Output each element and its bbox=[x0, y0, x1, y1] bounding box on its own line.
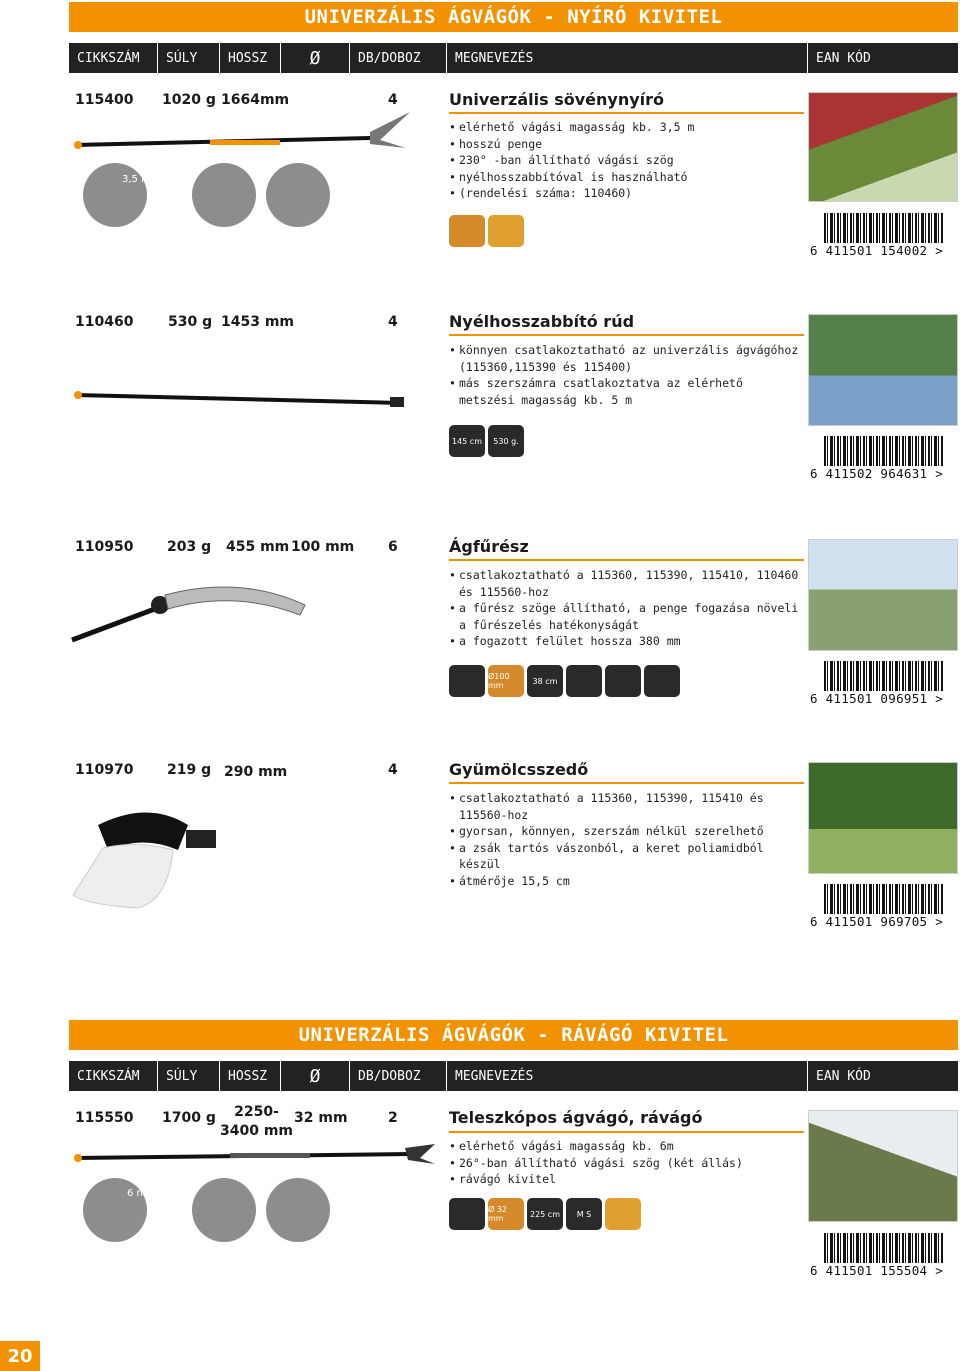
divider bbox=[449, 112, 804, 114]
tool-height-label: 6 m bbox=[127, 1188, 147, 1199]
weight-icon: 530 g. bbox=[488, 425, 524, 457]
col-db: DB/DOBOZ bbox=[358, 1068, 421, 1084]
length-icon: 225 cm bbox=[527, 1198, 563, 1230]
bush-icon bbox=[488, 215, 524, 247]
product-name: Teleszkópos ágvágó, rávágó bbox=[449, 1108, 703, 1127]
size-icon: M S bbox=[566, 1198, 602, 1230]
ean-code: 6 411501 155504 > bbox=[810, 1263, 944, 1278]
ean-barcode bbox=[810, 213, 958, 258]
usage-circle bbox=[266, 163, 330, 227]
col-ean: EAN KÓD bbox=[816, 1068, 871, 1084]
section-banner-nyiro bbox=[69, 2, 958, 32]
feature-icons bbox=[449, 215, 524, 247]
divider bbox=[449, 1131, 804, 1133]
product-code: 110950 bbox=[75, 539, 134, 555]
feature-item: • csatlakoztatható a 115360, 115390, 115410 és 115560-hoz bbox=[449, 790, 804, 823]
col-db: DB/DOBOZ bbox=[358, 50, 421, 66]
usage-circle bbox=[83, 163, 147, 227]
usage-circle bbox=[192, 163, 256, 227]
product-length: 1664mm bbox=[221, 92, 290, 108]
ean-barcode bbox=[810, 661, 958, 706]
section-banner-ravago bbox=[69, 1020, 958, 1050]
feature-item: • a fűrész szöge állítható, a penge fogazása növeli a fűrészelés hatékonyságát bbox=[449, 600, 804, 633]
product-code: 110970 bbox=[75, 762, 134, 778]
hedge-icon bbox=[449, 215, 485, 247]
tool-height-label: 3,5 m bbox=[122, 174, 151, 185]
barcode-bars bbox=[824, 884, 944, 914]
product-length: 290 mm bbox=[224, 764, 288, 780]
col-suly: SÚLY bbox=[166, 1068, 198, 1084]
feature-item: • 230° -ban állítható vágási szög bbox=[449, 152, 804, 169]
product-name: Nyélhosszabbító rúd bbox=[449, 312, 635, 331]
branch-icon bbox=[644, 665, 680, 697]
col-hossz: HOSSZ bbox=[228, 1068, 268, 1084]
ean-barcode bbox=[810, 884, 958, 929]
ean-barcode bbox=[810, 436, 958, 481]
col-hossz: HOSSZ bbox=[228, 50, 268, 66]
pruning-saw-image bbox=[70, 565, 310, 645]
barcode-bars bbox=[824, 436, 944, 466]
product-name: Univerzális sövénynyíró bbox=[449, 90, 665, 109]
feature-item: • nyélhosszabbítóval is használható bbox=[449, 169, 804, 186]
divider bbox=[449, 559, 804, 561]
product-db: 2 bbox=[388, 1110, 398, 1126]
product-diameter: 100 mm bbox=[291, 539, 355, 555]
product-db: 4 bbox=[388, 314, 398, 330]
product-weight: 1700 g bbox=[162, 1110, 216, 1126]
col-diameter: Ø bbox=[309, 47, 321, 69]
ean-barcode bbox=[810, 1233, 958, 1278]
feature-item: • elérhető vágási magasság kb. 6m bbox=[449, 1138, 804, 1155]
product-name: Gyümölcsszedő bbox=[449, 760, 589, 779]
col-diameter: Ø bbox=[309, 1065, 321, 1087]
col-megnevezes: MEGNEVEZÉS bbox=[455, 1068, 534, 1084]
page-number bbox=[0, 1341, 40, 1371]
fruit-picker-image bbox=[68, 800, 228, 910]
product-diameter: 32 mm bbox=[294, 1110, 348, 1126]
ean-code: 6 411501 969705 > bbox=[810, 914, 944, 929]
feature-item: • hosszú penge bbox=[449, 136, 804, 153]
product-name: Ágfűrész bbox=[449, 537, 529, 556]
ean-code: 6 411501 096951 > bbox=[810, 691, 944, 706]
feature-item: • átmérője 15,5 cm bbox=[449, 873, 804, 890]
feature-list bbox=[449, 119, 804, 202]
extension-pole-image bbox=[70, 385, 410, 415]
col-cikkszam: CIKKSZÁM bbox=[77, 50, 140, 66]
product-weight: 1020 g bbox=[162, 92, 216, 108]
product-code: 115400 bbox=[75, 92, 134, 108]
leaf-icon bbox=[605, 665, 641, 697]
col-megnevezes: MEGNEVEZÉS bbox=[455, 50, 534, 66]
usage-circle bbox=[192, 1178, 256, 1242]
ean-code: 6 411502 964631 > bbox=[810, 466, 944, 481]
divider bbox=[449, 334, 804, 336]
barcode-bars bbox=[824, 661, 944, 691]
table-header bbox=[69, 43, 958, 73]
feature-item: • gyorsan, könnyen, szerszám nélkül szerelhető bbox=[449, 823, 804, 840]
length-icon: 145 cm bbox=[449, 425, 485, 457]
col-cikkszam: CIKKSZÁM bbox=[77, 1068, 140, 1084]
feature-list bbox=[449, 1138, 804, 1188]
feature-item: • 26°-ban állítható vágási szög (két állás) bbox=[449, 1155, 804, 1172]
feature-item: • elérhető vágási magasság kb. 3,5 m bbox=[449, 119, 804, 136]
product-photo bbox=[808, 762, 958, 874]
product-photo bbox=[808, 539, 958, 651]
product-length: 2250- 3400 mm bbox=[220, 1104, 294, 1139]
product-db: 4 bbox=[388, 92, 398, 108]
feature-item: • a zsák tartós vászonból, a keret poliamidból készül bbox=[449, 840, 804, 873]
telescopic-lopper-image bbox=[70, 1140, 440, 1170]
barcode-bars bbox=[824, 1233, 944, 1263]
col-suly: SÚLY bbox=[166, 50, 198, 66]
bush-icon bbox=[605, 1198, 641, 1230]
col-ean: EAN KÓD bbox=[816, 50, 871, 66]
product-photo bbox=[808, 314, 958, 426]
feature-item: • csatlakoztatható a 115360, 115390, 115410, 110460 és 115560-hoz bbox=[449, 567, 804, 600]
product-code: 115550 bbox=[75, 1110, 134, 1126]
product-length: 455 mm bbox=[226, 539, 290, 555]
product-photo bbox=[808, 1110, 958, 1222]
product-db: 6 bbox=[388, 539, 398, 555]
feature-list bbox=[449, 567, 804, 650]
blade-length-icon: 38 cm bbox=[527, 665, 563, 697]
feature-list bbox=[449, 342, 804, 408]
section-title: UNIVERZÁLIS ÁGVÁGÓK - NYÍRÓ KIVITEL bbox=[304, 6, 723, 28]
saw-teeth-icon bbox=[449, 665, 485, 697]
product-code: 110460 bbox=[75, 314, 134, 330]
page-number-text: 20 bbox=[7, 1345, 33, 1367]
product-length: 1453 mm bbox=[221, 314, 295, 330]
feature-icons bbox=[449, 1198, 641, 1230]
branch-diameter-icon: Ø 32 mm bbox=[488, 1198, 524, 1230]
usage-circle bbox=[266, 1178, 330, 1242]
product-weight: 203 g bbox=[167, 539, 212, 555]
ean-code: 6 411501 154002 > bbox=[810, 243, 944, 258]
feature-icons bbox=[449, 665, 680, 697]
feature-item: • más szerszámra csatlakoztatva az elérhető metszési magasság kb. 5 m bbox=[449, 375, 804, 408]
tree-icon bbox=[566, 665, 602, 697]
feature-item: • (rendelési száma: 110460) bbox=[449, 185, 804, 202]
product-db: 4 bbox=[388, 762, 398, 778]
section-title: UNIVERZÁLIS ÁGVÁGÓK - RÁVÁGÓ KIVITEL bbox=[298, 1024, 729, 1046]
feature-list bbox=[449, 790, 804, 889]
feature-item: • rávágó kivitel bbox=[449, 1171, 804, 1188]
barcode-bars bbox=[824, 213, 944, 243]
product-photo bbox=[808, 92, 958, 202]
branch-diameter-icon: Ø100 mm bbox=[488, 665, 524, 697]
product-weight: 219 g bbox=[167, 762, 212, 778]
feature-item: • a fogazott felület hossza 380 mm bbox=[449, 633, 804, 650]
hedge-shear-image bbox=[70, 110, 410, 170]
divider bbox=[449, 782, 804, 784]
product-weight: 530 g bbox=[168, 314, 213, 330]
feature-icons bbox=[449, 425, 524, 457]
anvil-cut-icon bbox=[449, 1198, 485, 1230]
feature-item: • könnyen csatlakoztatható az univerzális ágvágóhoz (115360,115390 és 115400) bbox=[449, 342, 804, 375]
table-header bbox=[69, 1061, 958, 1091]
